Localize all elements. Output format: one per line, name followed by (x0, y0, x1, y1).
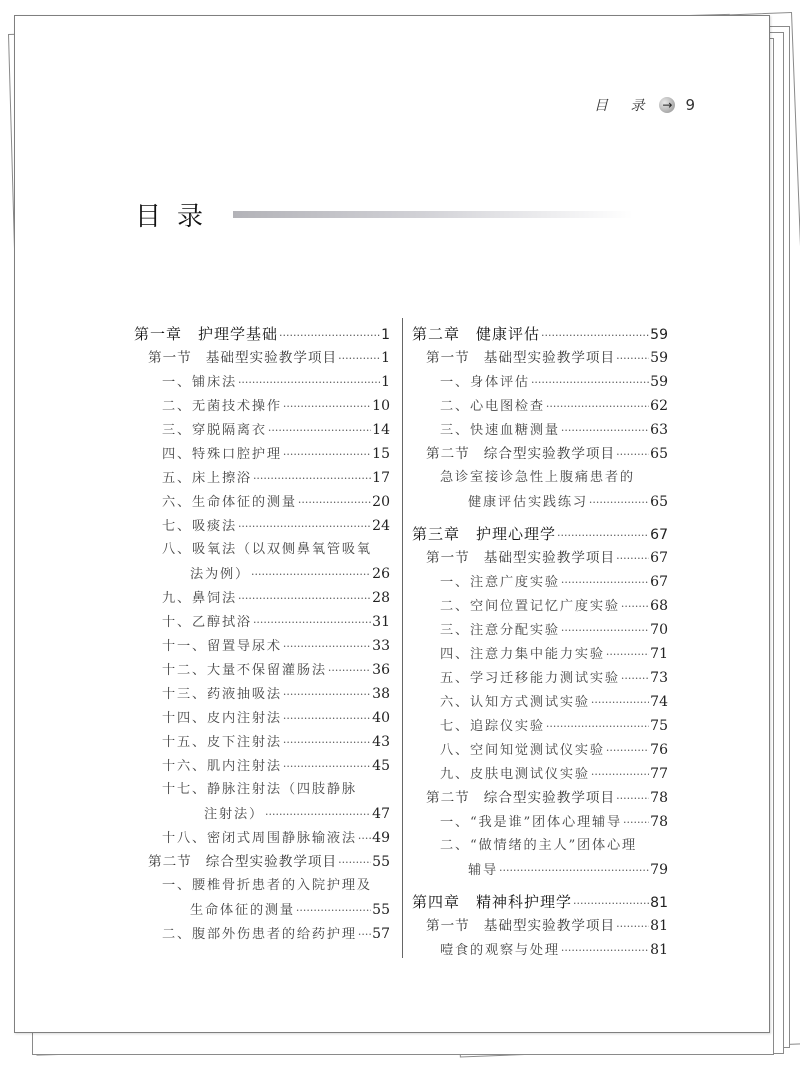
toc-page-number: 43 (372, 734, 390, 750)
toc-page-number: 17 (372, 470, 390, 486)
toc-entry-label: 第四章 (412, 893, 461, 911)
dot-leader (279, 324, 380, 348)
toc-page-number: 71 (650, 646, 668, 662)
toc-entry-title: 健康评估实践练习 (468, 495, 588, 510)
toc-entry-title: 十五、皮下注射法 (162, 735, 282, 750)
dot-leader (328, 659, 371, 683)
toc-entry-title: 四、特殊口腔护理 (162, 447, 282, 462)
toc-entry-title: 法为例） (190, 567, 250, 582)
dot-leader (623, 811, 649, 835)
toc-page-number: 65 (650, 446, 668, 462)
dot-leader (616, 547, 649, 571)
dot-leader (561, 419, 649, 443)
toc-page-number: 73 (650, 670, 668, 686)
toc-entry-item[interactable] (134, 394, 390, 418)
toc-entry-item[interactable] (412, 738, 668, 762)
toc-entry-item[interactable] (412, 570, 668, 594)
dot-leader (296, 899, 371, 923)
toc-page-number: 55 (372, 854, 390, 870)
toc-entry-label: 第一章 (134, 325, 183, 343)
toc-entry-item[interactable] (134, 706, 390, 730)
toc-page-number: 74 (650, 694, 668, 710)
toc-page-number: 81 (650, 918, 668, 934)
toc-page-number: 55 (372, 902, 390, 918)
dot-leader (591, 763, 649, 787)
toc-entry-text: 健康评估 (476, 325, 541, 343)
running-head (594, 95, 695, 115)
dot-leader (283, 755, 371, 779)
toc-entry-section[interactable] (412, 914, 668, 938)
dot-leader (531, 371, 649, 395)
dot-leader (238, 587, 371, 611)
toc-entry-title (148, 346, 337, 370)
toc-page-number: 65 (650, 494, 668, 510)
toc-entry-item-cont2[interactable] (134, 802, 390, 826)
toc-entry-item[interactable] (134, 754, 390, 778)
toc-entry-label: 第二节 (426, 790, 470, 806)
toc-page-number: 40 (372, 710, 390, 726)
dot-leader (591, 691, 649, 715)
dot-leader (268, 419, 371, 443)
toc-entry-section[interactable] (134, 346, 390, 370)
toc-entry-text: 综合型实验教学项目 (483, 446, 616, 462)
dot-leader (573, 892, 649, 916)
toc-entry-text: 精神科护理学 (476, 893, 573, 911)
toc-entry-title: 十六、肌内注射法 (162, 759, 282, 774)
toc-entry-item[interactable] (134, 634, 390, 658)
toc-entry-title (412, 522, 556, 546)
toc-spacer (412, 514, 668, 522)
page-number: 9 (685, 96, 695, 114)
toc-entry-item[interactable] (412, 762, 668, 786)
toc-page-number: 1 (381, 327, 390, 343)
toc-entry-title: 十七、静脉注射法（四肢静脉 (162, 782, 357, 797)
toc-entry-item[interactable] (412, 394, 668, 418)
dot-leader (358, 827, 371, 851)
toc-entry-title: 五、学习迁移能力测试实验 (440, 671, 620, 686)
toc-entry-item[interactable] (412, 618, 668, 642)
toc-entry-title: 八、空间知觉测试仪实验 (440, 743, 605, 758)
toc-page-number: 28 (372, 590, 390, 606)
toc-entry-title: 噎食的观察与处理 (440, 943, 560, 958)
toc-entry-title: 二、空间位置记忆广度实验 (440, 599, 620, 614)
toc-entry-label: 第一节 (426, 918, 470, 934)
toc-entry-section[interactable] (412, 546, 668, 570)
toc-page-number: 31 (372, 614, 390, 630)
dot-leader (616, 915, 649, 939)
dot-leader (253, 611, 371, 635)
toc-page-number: 15 (372, 446, 390, 462)
toc-entry-text: 综合型实验教学项目 (483, 790, 616, 806)
toc-page-number: 67 (650, 550, 668, 566)
toc-entry-section[interactable] (134, 850, 390, 874)
toc-entry-title: 十一、留置导尿术 (162, 639, 282, 654)
toc-entry-text: 基础型实验教学项目 (483, 550, 616, 566)
dot-leader (251, 563, 371, 587)
toc-page-number: 79 (650, 862, 668, 878)
toc-entry-item[interactable] (134, 418, 390, 442)
toc-page-number: 20 (372, 494, 390, 510)
toc-page-number: 70 (650, 622, 668, 638)
toc-page-number: 68 (650, 598, 668, 614)
toc-page-number: 10 (372, 398, 390, 414)
toc-entry-label: 第一节 (426, 550, 470, 566)
toc-page-number: 67 (650, 574, 668, 590)
toc-entry-title: 十二、大量不保留灌肠法 (162, 663, 327, 678)
dot-leader (546, 395, 649, 419)
toc-page-number: 67 (650, 527, 668, 543)
dot-leader (283, 683, 371, 707)
toc-entry-title: 一、“我是谁”团体心理辅导 (440, 815, 622, 830)
toc-entry-item-wrap[interactable] (412, 834, 668, 858)
toc-entry-title: 十三、药液抽吸法 (162, 687, 282, 702)
toc-entry-item-cont[interactable] (134, 562, 390, 586)
toc-entry-item[interactable] (134, 826, 390, 850)
toc-entry-title: 二、腹部外伤患者的给药护理 (162, 927, 357, 942)
toc-page-number: 26 (372, 566, 390, 582)
toc-entry-item[interactable] (412, 594, 668, 618)
toc-page-number: 36 (372, 662, 390, 678)
toc-entry-title: 二、心电图检查 (440, 399, 545, 414)
toc-entry-title: 一、腰椎骨折患者的入院护理及 (162, 878, 372, 893)
title-decorative-bar (233, 211, 633, 218)
toc-entry-chapter[interactable] (412, 890, 668, 914)
toc-entry-title: 一、铺床法 (162, 375, 237, 390)
toc-page-number: 78 (650, 790, 668, 806)
toc-column-right (412, 322, 668, 962)
toc-entry-title (426, 546, 615, 570)
dot-leader (499, 859, 649, 883)
arrow-right-icon: → (659, 97, 675, 113)
toc-entry-item-wrap[interactable] (134, 874, 390, 898)
toc-entry-item-cont[interactable] (412, 490, 668, 514)
toc-page-number: 59 (650, 327, 668, 343)
toc-entry-title: 八、吸氧法（以双侧鼻氧管吸氧 (162, 542, 372, 557)
toc-entry-text: 护理心理学 (476, 525, 557, 543)
dot-leader (358, 923, 371, 947)
toc-entry-item[interactable] (134, 730, 390, 754)
toc-page-number: 77 (650, 766, 668, 782)
toc-entry-chapter[interactable] (412, 322, 668, 346)
toc-page-number: 49 (372, 830, 390, 846)
dot-leader (561, 571, 649, 595)
toc-entry-item[interactable] (134, 490, 390, 514)
toc-entry-title: 三、穿脱隔离衣 (162, 423, 267, 438)
toc-header (135, 196, 633, 233)
toc-page-number: 76 (650, 742, 668, 758)
toc-page-number: 57 (372, 926, 390, 942)
toc-entry-item[interactable] (134, 658, 390, 682)
dot-leader (283, 443, 371, 467)
toc-entry-title: 九、鼻饲法 (162, 591, 237, 606)
toc-entry-title: 十四、皮内注射法 (162, 711, 282, 726)
toc-page-number: 78 (650, 814, 668, 830)
toc-entry-title (148, 850, 337, 874)
toc-entry-item[interactable] (412, 810, 668, 834)
dot-leader (338, 347, 380, 371)
toc-entry-label: 第三章 (412, 525, 461, 543)
dot-leader (621, 595, 649, 619)
toc-page-number: 38 (372, 686, 390, 702)
page-title: 目录 (135, 202, 220, 232)
dot-leader (606, 643, 649, 667)
toc-page-number: 59 (650, 374, 668, 390)
running-head-label: 目 录 (594, 98, 654, 114)
toc-page-number: 62 (650, 398, 668, 414)
toc-page-number: 59 (650, 350, 668, 366)
toc-entry-title: 二、“做情绪的主人”团体心理 (440, 838, 637, 853)
dot-leader (606, 739, 649, 763)
toc-entry-title: 十、乙醇拭浴 (162, 615, 252, 630)
dot-leader (616, 787, 649, 811)
toc-page-number: 63 (650, 422, 668, 438)
toc-entry-section[interactable] (412, 442, 668, 466)
dot-leader (557, 524, 649, 548)
toc-entry-title: 六、生命体征的测量 (162, 495, 297, 510)
toc-page-number: 14 (372, 422, 390, 438)
toc-entry-title: 十八、密闭式周围静脉输液法 (162, 831, 357, 846)
toc-entry-title (426, 442, 615, 466)
toc-entry-item[interactable] (134, 610, 390, 634)
toc-entry-item[interactable] (134, 514, 390, 538)
dot-leader (283, 395, 371, 419)
dot-leader (616, 443, 649, 467)
toc-entry-item[interactable] (412, 938, 668, 962)
toc-entry-title: 五、床上擦浴 (162, 471, 252, 486)
toc-entry-item[interactable] (412, 418, 668, 442)
dot-leader (283, 635, 371, 659)
toc-entry-title: 生命体征的测量 (190, 903, 295, 918)
toc-page-number: 45 (372, 758, 390, 774)
toc-entry-title (426, 346, 615, 370)
toc-entry-title: 九、皮肤电测试仪实验 (440, 767, 590, 782)
toc-entry-item[interactable] (134, 682, 390, 706)
dot-leader (621, 667, 649, 691)
toc-entry-title (412, 322, 540, 346)
toc-entry-item[interactable] (412, 370, 668, 394)
toc-entry-title: 四、注意力集中能力实验 (440, 647, 605, 662)
toc-entry-section[interactable] (412, 346, 668, 370)
toc-entry-section[interactable] (412, 786, 668, 810)
toc-entry-title: 辅导 (468, 863, 498, 878)
toc-spacer (412, 882, 668, 890)
toc-entry-text: 综合型实验教学项目 (205, 854, 338, 870)
dot-leader (338, 851, 371, 875)
toc-entry-title: 三、快速血糖测量 (440, 423, 560, 438)
toc-entry-item-wrap[interactable] (134, 538, 390, 562)
toc-entry-chapter[interactable] (134, 322, 390, 346)
toc-entry-text: 基础型实验教学项目 (205, 350, 338, 366)
toc-page-number: 1 (381, 350, 390, 366)
toc-entry-title (426, 914, 615, 938)
dot-leader (561, 939, 649, 963)
toc-entry-item[interactable] (134, 442, 390, 466)
toc-entry-text: 基础型实验教学项目 (483, 918, 616, 934)
toc-column-left (134, 322, 390, 946)
column-divider (402, 318, 403, 958)
toc-entry-item[interactable] (412, 666, 668, 690)
toc-page-number: 33 (372, 638, 390, 654)
toc-page-number: 24 (372, 518, 390, 534)
toc-entry-item-wrap[interactable] (134, 778, 390, 802)
toc-page-number: 1 (381, 374, 390, 390)
dot-leader (265, 803, 371, 827)
toc-entry-item-cont[interactable] (412, 858, 668, 882)
toc-entry-title: 注射法） (204, 807, 264, 822)
toc-entry-title: 一、注意广度实验 (440, 575, 560, 590)
toc-entry-chapter[interactable] (412, 522, 668, 546)
toc-entry-item[interactable] (134, 922, 390, 946)
toc-entry-title (134, 322, 278, 346)
toc-entry-label: 第二节 (148, 854, 192, 870)
toc-entry-title: 三、注意分配实验 (440, 623, 560, 638)
toc-entry-item[interactable] (134, 370, 390, 394)
toc-page-number: 81 (650, 895, 668, 911)
dot-leader (616, 347, 649, 371)
toc-entry-item-wrap[interactable] (412, 466, 668, 490)
toc-entry-item[interactable] (412, 690, 668, 714)
toc-entry-item[interactable] (134, 466, 390, 490)
dot-leader (283, 707, 371, 731)
toc-entry-text: 基础型实验教学项目 (483, 350, 616, 366)
dot-leader (238, 515, 371, 539)
dot-leader (546, 715, 649, 739)
dot-leader (541, 324, 649, 348)
toc-entry-title: 一、身体评估 (440, 375, 530, 390)
toc-entry-item[interactable] (412, 642, 668, 666)
toc-entry-label: 第二节 (426, 446, 470, 462)
toc-entry-item[interactable] (412, 714, 668, 738)
toc-entry-title (412, 890, 572, 914)
toc-entry-title: 二、无菌技术操作 (162, 399, 282, 414)
toc-entry-item[interactable] (134, 586, 390, 610)
toc-entry-title: 七、追踪仪实验 (440, 719, 545, 734)
toc-entry-label: 第一节 (426, 350, 470, 366)
toc-entry-item-cont[interactable] (134, 898, 390, 922)
toc-page-number: 81 (650, 942, 668, 958)
dot-leader (589, 491, 649, 515)
dot-leader (298, 491, 371, 515)
dot-leader (253, 467, 371, 491)
toc-entry-title: 六、认知方式测试实验 (440, 695, 590, 710)
toc-entry-title: 七、吸痰法 (162, 519, 237, 534)
dot-leader (283, 731, 371, 755)
toc-page-number: 75 (650, 718, 668, 734)
dot-leader (561, 619, 649, 643)
toc-entry-label: 第一节 (148, 350, 192, 366)
dot-leader (238, 371, 380, 395)
toc-page-number: 47 (372, 806, 390, 822)
toc-entry-label: 第二章 (412, 325, 461, 343)
toc-entry-title (426, 786, 615, 810)
toc-entry-text: 护理学基础 (198, 325, 279, 343)
toc-entry-title: 急诊室接诊急性上腹痛患者的 (440, 470, 635, 485)
